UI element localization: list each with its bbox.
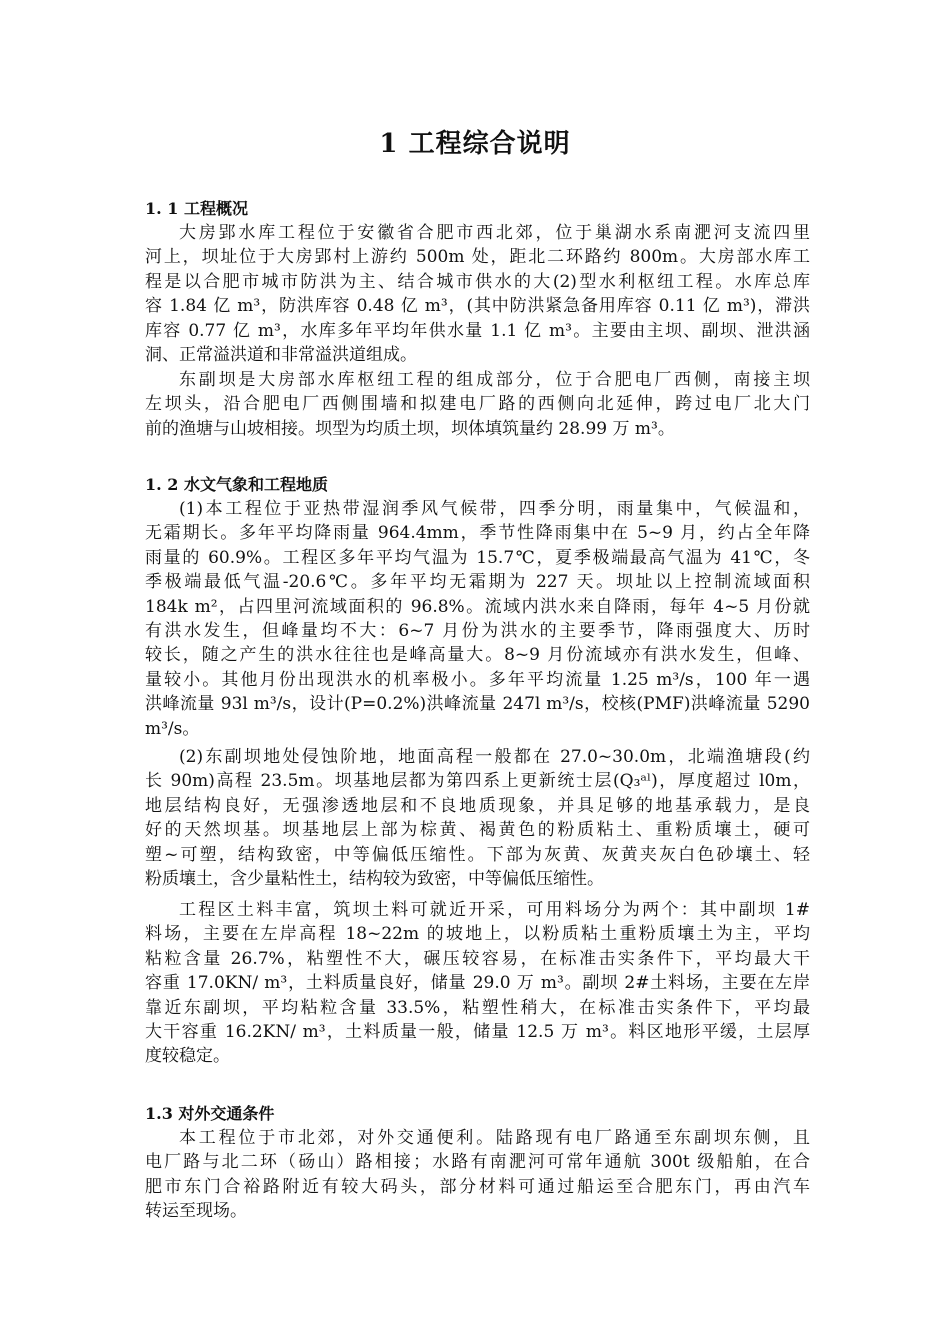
text-line: 河上，坝址位于大房郢村上游约 500m 处，距北二环路约 800m。大房部水库工: [145, 247, 810, 268]
paragraph-1-2-c: [145, 898, 810, 1069]
text-line: 塑~可塑，结构致密，中等偏低压缩性。下部为灰黄、灰黄夹灰白色砂壤土、轻: [145, 844, 810, 865]
text-line: 容重 17.0KN/ m³，土料质量良好，储量 29.0 万 m³。副坝 2#土料场，主要在左岸: [145, 973, 810, 994]
text-line: 度较稳定。: [145, 1046, 230, 1067]
text-line: 转运至现场。: [145, 1201, 247, 1222]
text-line: 大干容重 16.2KN/ m³，土料质量一般，储量 12.5 万 m³。料区地形平缓，土层厚: [145, 1022, 810, 1043]
text-line: 无霜期长。多年平均降雨量 964.4mm，季节性降雨集中在 5~9 月，约占全年降: [145, 523, 810, 544]
text-line: 靠近东副坝，平均粘粒含量 33.5%，粘塑性稍大，在标准击实条件下，平均最: [145, 997, 810, 1018]
text-line: 库容 0.77 亿 m³，水库多年平均年供水量 1.1 亿 m³。主要由主坝、副坝、泄洪涵: [145, 320, 810, 341]
text-line: 地层结构良好，无强渗透地层和不良地质现象，并具足够的地基承载力，是良: [145, 795, 810, 816]
text-line: 粘粒含量 26.7%，粘塑性不大，碾压较容易，在标准击实条件下，平均最大干: [145, 948, 810, 969]
text-line: 洞、正常溢洪道和非常溢洪道组成。: [145, 345, 417, 366]
text-line: 电厂路与北二环（砀山）路相接；水路有南淝河可常年通航 300t 级船舶，在合: [145, 1152, 810, 1173]
text-line: 料场，主要在左岸高程 18~22m 的坡地上，以粉质粘土重粉质壤土为主，平均: [145, 924, 810, 945]
text-line: 洪峰流量 93l m³/s，设计(P=0.2%)洪峰流量 247l m³/s，校核(PMF)洪峰流量 5290: [145, 694, 810, 715]
text-line: (1)本工程位于亚热带湿润季风气候带，四季分明，雨量集中，气候温和，: [179, 499, 810, 519]
text-line: 有洪水发生，但峰量均不大：6~7 月份为洪水的主要季节，降雨强度大、历时: [145, 621, 810, 642]
text-line: 粉质壤土，含少量粘性土，结构较为致密，中等偏低压缩性。: [145, 869, 604, 890]
text-line: 容 1.84 亿 m³，防洪库容 0.48 亿 m³，(其中防洪紧急备用库容 0.11 亿 m³)，滞洪: [145, 296, 810, 317]
section-heading-1-2: 1. 2 水文气象和工程地质: [145, 475, 328, 494]
text-line: 184k m²，占四里河流域面积的 96.8%。流域内洪水来自降雨，每年 4~5 月份就: [145, 596, 810, 617]
text-line: 左坝头，沿合肥电厂西侧围墙和拟建电厂路的西侧向北延伸，跨过电厂北大门: [145, 394, 810, 415]
text-line: 长 90m)高程 23.5m。坝基地层都为第四系上更新统士层(Q₃ᵃˡ)，厚度超过 l0m，: [145, 771, 810, 792]
text-line: 季极端最低气温-20.6℃。多年平均无霜期为 227 天。坝址以上控制流域面积: [145, 572, 810, 593]
text-line: 较长，随之产生的洪水往往也是峰高量大。8~9 月份流域亦有洪水发生，但峰、: [145, 645, 810, 666]
text-line: 前的渔塘与山坡相接。坝型为均质土坝，坝体填筑量约 28.99 万 m³。: [145, 418, 675, 439]
text-line: 肥市东门合裕路附近有较大码头，部分材料可通过船运至合肥东门，再由汽车: [145, 1176, 810, 1197]
text-line: 量较小。其他月份出现洪水的机率极小。多年平均流量 1.25 m³/s，100 年一遇: [145, 669, 810, 690]
section-heading-1-3: 1.3 对外交通条件: [145, 1104, 275, 1123]
text-line: 本工程位于市北郊，对外交通便利。陆路现有电厂路通至东副坝东侧，且: [179, 1128, 810, 1148]
text-line: 大房郢水库工程位于安徽省合肥市西北郊，位于巢湖水系南淝河支流四里: [179, 223, 810, 243]
text-line: m³/s。: [145, 718, 200, 739]
text-line: 雨量的 60.9%。工程区多年平均气温为 15.7℃，夏季极端最高气温为 41℃，冬: [145, 547, 810, 568]
page-title: 1 工程综合说明: [379, 129, 571, 159]
text-line: 东副坝是大房部水库枢纽工程的组成部分，位于合肥电厂西侧，南接主坝: [179, 370, 810, 390]
paragraph-1-1-a: [145, 221, 810, 367]
paragraph-1-1-b: [145, 368, 810, 441]
text-line: 好的天然坝基。坝基地层上部为棕黄、褐黄色的粉质粘土、重粉质壤土，硬可: [145, 820, 810, 841]
section-heading-1-1: 1. 1 工程概况: [145, 199, 248, 218]
text-line: 程是以合肥市城市防洪为主、结合城市供水的大(2)型水利枢纽工程。水库总库: [145, 271, 810, 292]
text-line: (2)东副坝地处侵蚀阶地，地面高程一般都在 27.0~30.0m，北端渔塘段(约: [179, 747, 810, 767]
paragraph-1-2-b: [145, 745, 810, 891]
paragraph-1-2-a: [145, 497, 810, 741]
text-line: 工程区土料丰富，筑坝土料可就近开采，可用料场分为两个：其中副坝 1#: [179, 900, 810, 920]
paragraph-1-3-a: [145, 1126, 810, 1224]
